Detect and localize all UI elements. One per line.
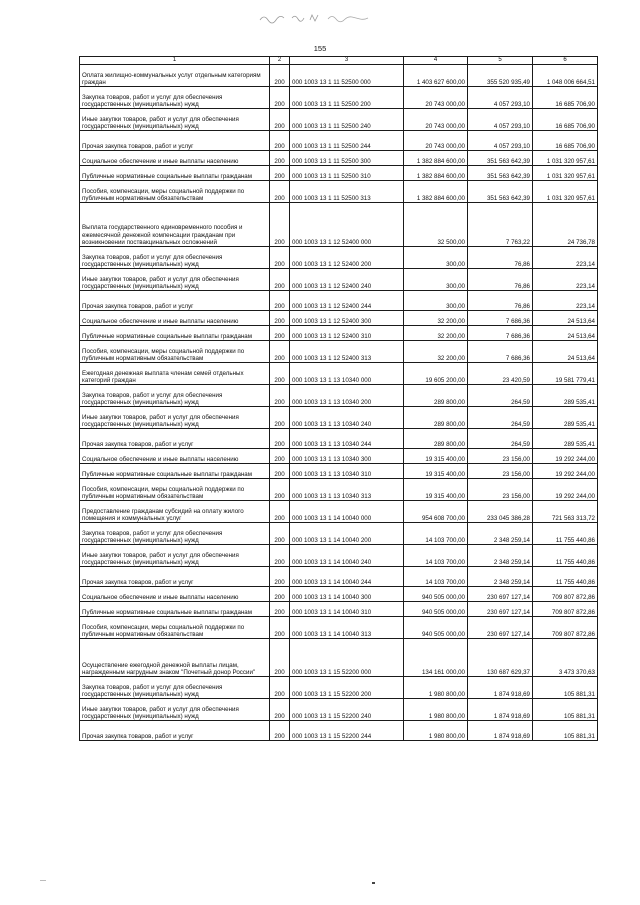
row-line-code-cell: 200 — [270, 407, 290, 429]
row-approved-amount-cell: 20 743 000,00 — [404, 87, 468, 109]
row-line-code-cell: 200 — [270, 166, 290, 181]
row-unexecuted-amount-cell: 223,14 — [533, 247, 598, 269]
row-unexecuted-amount-cell: 105 881,31 — [533, 699, 598, 721]
row-line-code-cell: 200 — [270, 523, 290, 545]
row-name-cell: Социальное обеспечение и иные выплаты населению — [80, 587, 270, 602]
row-approved-amount-cell: 1 403 627 600,00 — [404, 65, 468, 87]
row-line-code-cell: 200 — [270, 181, 290, 203]
table-row — [80, 363, 598, 385]
column-number: 4 — [404, 57, 468, 65]
column-number: 5 — [468, 57, 533, 65]
row-budget-code-cell: 000 1003 13 1 12 52400 300 — [290, 311, 404, 326]
table-row — [80, 269, 598, 291]
row-name-cell: Закупка товаров, работ и услуг для обеспечения государственных (муниципальных) нужд — [80, 677, 270, 699]
row-executed-amount-cell: 7 686,36 — [468, 341, 533, 363]
row-executed-amount-cell: 230 697 127,14 — [468, 602, 533, 617]
row-budget-code-cell: 000 1003 13 1 11 52500 300 — [290, 151, 404, 166]
row-executed-amount-cell: 2 348 259,14 — [468, 523, 533, 545]
row-executed-amount-cell: 230 697 127,14 — [468, 617, 533, 639]
row-executed-amount-cell: 2 348 259,14 — [468, 545, 533, 567]
row-executed-amount-cell: 7 686,36 — [468, 311, 533, 326]
row-executed-amount-cell: 1 874 918,69 — [468, 699, 533, 721]
row-approved-amount-cell: 940 505 000,00 — [404, 602, 468, 617]
table-row — [80, 602, 598, 617]
row-name-cell: Закупка товаров, работ и услуг для обеспечения государственных (муниципальных) нужд — [80, 247, 270, 269]
row-name-cell: Предоставление гражданам субсидий на оплату жилого помещения и коммунальных услуг — [80, 501, 270, 523]
table-row — [80, 639, 598, 677]
table-row — [80, 385, 598, 407]
row-executed-amount-cell: 76,86 — [468, 291, 533, 311]
row-line-code-cell: 200 — [270, 567, 290, 587]
row-line-code-cell: 200 — [270, 429, 290, 449]
row-line-code-cell: 200 — [270, 247, 290, 269]
row-budget-code-cell: 000 1003 13 1 11 52500 310 — [290, 166, 404, 181]
row-unexecuted-amount-cell: 1 031 320 957,61 — [533, 151, 598, 166]
row-approved-amount-cell: 300,00 — [404, 247, 468, 269]
row-approved-amount-cell: 19 315 400,00 — [404, 464, 468, 479]
row-approved-amount-cell: 289 800,00 — [404, 407, 468, 429]
row-name-cell: Закупка товаров, работ и услуг для обеспечения государственных (муниципальных) нужд — [80, 87, 270, 109]
row-approved-amount-cell: 134 161 000,00 — [404, 639, 468, 677]
row-line-code-cell: 200 — [270, 326, 290, 341]
row-name-cell: Пособия, компенсации, меры социальной поддержки по публичным нормативным обязательствам — [80, 479, 270, 501]
table-row — [80, 449, 598, 464]
row-executed-amount-cell: 351 563 642,39 — [468, 181, 533, 203]
table-row — [80, 464, 598, 479]
table-row — [80, 311, 598, 326]
row-budget-code-cell: 000 1003 13 1 13 10340 313 — [290, 479, 404, 501]
table-row — [80, 65, 598, 87]
scan-dot — [372, 882, 375, 884]
row-line-code-cell: 200 — [270, 545, 290, 567]
table-row — [80, 326, 598, 341]
row-line-code-cell: 200 — [270, 464, 290, 479]
row-budget-code-cell: 000 1003 13 1 14 10040 240 — [290, 545, 404, 567]
row-unexecuted-amount-cell: 709 807 872,86 — [533, 602, 598, 617]
table-row — [80, 407, 598, 429]
row-executed-amount-cell: 1 874 918,69 — [468, 677, 533, 699]
row-executed-amount-cell: 233 045 386,28 — [468, 501, 533, 523]
row-executed-amount-cell: 264,59 — [468, 407, 533, 429]
row-approved-amount-cell: 954 608 700,00 — [404, 501, 468, 523]
row-executed-amount-cell: 351 563 642,39 — [468, 166, 533, 181]
row-approved-amount-cell: 20 743 000,00 — [404, 131, 468, 151]
row-unexecuted-amount-cell: 223,14 — [533, 269, 598, 291]
row-executed-amount-cell: 76,86 — [468, 269, 533, 291]
row-budget-code-cell: 000 1003 13 1 13 10340 200 — [290, 385, 404, 407]
row-unexecuted-amount-cell: 11 755 440,86 — [533, 567, 598, 587]
row-approved-amount-cell: 19 315 400,00 — [404, 479, 468, 501]
row-name-cell: Прочая закупка товаров, работ и услуг — [80, 429, 270, 449]
row-approved-amount-cell: 32 200,00 — [404, 326, 468, 341]
row-unexecuted-amount-cell: 721 563 313,72 — [533, 501, 598, 523]
row-line-code-cell: 200 — [270, 479, 290, 501]
row-executed-amount-cell: 23 156,00 — [468, 479, 533, 501]
column-number: 3 — [290, 57, 404, 65]
row-budget-code-cell: 000 1003 13 1 13 10340 000 — [290, 363, 404, 385]
row-unexecuted-amount-cell: 11 755 440,86 — [533, 523, 598, 545]
row-budget-code-cell: 000 1003 13 1 12 52400 313 — [290, 341, 404, 363]
row-approved-amount-cell: 1 980 800,00 — [404, 721, 468, 741]
header-scribble — [258, 8, 378, 28]
row-name-cell: Закупка товаров, работ и услуг для обеспечения государственных (муниципальных) нужд — [80, 523, 270, 545]
row-executed-amount-cell: 23 420,59 — [468, 363, 533, 385]
table-row — [80, 677, 598, 699]
row-line-code-cell: 200 — [270, 151, 290, 166]
row-name-cell: Пособия, компенсации, меры социальной поддержки по публичным нормативным обязательствам — [80, 617, 270, 639]
row-approved-amount-cell: 14 103 700,00 — [404, 523, 468, 545]
row-budget-code-cell: 000 1003 13 1 13 10340 300 — [290, 449, 404, 464]
row-approved-amount-cell: 1 980 800,00 — [404, 677, 468, 699]
row-executed-amount-cell: 4 057 293,10 — [468, 87, 533, 109]
row-unexecuted-amount-cell: 709 807 872,86 — [533, 617, 598, 639]
row-unexecuted-amount-cell: 24 736,78 — [533, 203, 598, 247]
row-budget-code-cell: 000 1003 13 1 11 52500 240 — [290, 109, 404, 131]
row-unexecuted-amount-cell: 1 048 006 664,51 — [533, 65, 598, 87]
row-unexecuted-amount-cell: 19 292 244,00 — [533, 449, 598, 464]
table-row — [80, 203, 598, 247]
row-unexecuted-amount-cell: 24 513,64 — [533, 311, 598, 326]
table-row — [80, 131, 598, 151]
row-name-cell: Иные закупки товаров, работ и услуг для обеспечения государственных (муниципальных) нужд — [80, 109, 270, 131]
row-name-cell: Прочая закупка товаров, работ и услуг — [80, 721, 270, 741]
column-number-row — [80, 57, 598, 65]
table-row — [80, 501, 598, 523]
row-unexecuted-amount-cell: 24 513,64 — [533, 341, 598, 363]
row-approved-amount-cell: 14 103 700,00 — [404, 545, 468, 567]
row-unexecuted-amount-cell: 24 513,64 — [533, 326, 598, 341]
row-budget-code-cell: 000 1003 13 1 11 52500 200 — [290, 87, 404, 109]
row-approved-amount-cell: 1 980 800,00 — [404, 699, 468, 721]
row-unexecuted-amount-cell: 223,14 — [533, 291, 598, 311]
row-approved-amount-cell: 300,00 — [404, 269, 468, 291]
table-row — [80, 151, 598, 166]
row-line-code-cell: 200 — [270, 203, 290, 247]
row-name-cell: Ежегодная денежная выплата членам семей отдельных категорий граждан — [80, 363, 270, 385]
table-row — [80, 721, 598, 741]
row-line-code-cell: 200 — [270, 699, 290, 721]
row-name-cell: Иные закупки товаров, работ и услуг для обеспечения государственных (муниципальных) нужд — [80, 699, 270, 721]
column-number: 2 — [270, 57, 290, 65]
row-approved-amount-cell: 32 500,00 — [404, 203, 468, 247]
row-budget-code-cell: 000 1003 13 1 11 52500 244 — [290, 131, 404, 151]
row-budget-code-cell: 000 1003 13 1 12 52400 000 — [290, 203, 404, 247]
table-row — [80, 567, 598, 587]
column-number: 1 — [80, 57, 270, 65]
row-budget-code-cell: 000 1003 13 1 11 52500 313 — [290, 181, 404, 203]
row-executed-amount-cell: 76,86 — [468, 247, 533, 269]
row-executed-amount-cell: 7 686,36 — [468, 326, 533, 341]
row-name-cell: Пособия, компенсации, меры социальной поддержки по публичным нормативным обязательствам — [80, 341, 270, 363]
row-budget-code-cell: 000 1003 13 1 12 52400 310 — [290, 326, 404, 341]
row-approved-amount-cell: 300,00 — [404, 291, 468, 311]
table-row — [80, 699, 598, 721]
row-budget-code-cell: 000 1003 13 1 13 10340 310 — [290, 464, 404, 479]
row-name-cell: Публичные нормативные социальные выплаты гражданам — [80, 602, 270, 617]
row-name-cell: Прочая закупка товаров, работ и услуг — [80, 567, 270, 587]
row-name-cell: Выплата государственного единовременного пособия и ежемесячной денежной компенсации гражданам при возникновении поствакцинальных осложнений — [80, 203, 270, 247]
row-approved-amount-cell: 289 800,00 — [404, 385, 468, 407]
row-approved-amount-cell: 1 382 884 600,00 — [404, 166, 468, 181]
row-name-cell: Иные закупки товаров, работ и услуг для обеспечения государственных (муниципальных) нужд — [80, 407, 270, 429]
row-budget-code-cell: 000 1003 13 1 15 52200 244 — [290, 721, 404, 741]
row-budget-code-cell: 000 1003 13 1 11 52500 000 — [290, 65, 404, 87]
row-name-cell: Оплата жилищно-коммунальных услуг отдельным категориям граждан — [80, 65, 270, 87]
row-line-code-cell: 200 — [270, 291, 290, 311]
row-budget-code-cell: 000 1003 13 1 12 52400 200 — [290, 247, 404, 269]
row-line-code-cell: 200 — [270, 617, 290, 639]
row-line-code-cell: 200 — [270, 131, 290, 151]
row-executed-amount-cell: 7 763,22 — [468, 203, 533, 247]
row-line-code-cell: 200 — [270, 501, 290, 523]
page-number: 155 — [313, 44, 327, 53]
row-name-cell: Иные закупки товаров, работ и услуг для обеспечения государственных (муниципальных) нужд — [80, 545, 270, 567]
row-executed-amount-cell: 23 156,00 — [468, 449, 533, 464]
row-unexecuted-amount-cell: 289 535,41 — [533, 385, 598, 407]
row-name-cell: Закупка товаров, работ и услуг для обеспечения государственных (муниципальных) нужд — [80, 385, 270, 407]
row-approved-amount-cell: 289 800,00 — [404, 429, 468, 449]
budget-execution-table — [79, 56, 598, 741]
row-approved-amount-cell: 940 505 000,00 — [404, 617, 468, 639]
table-row — [80, 247, 598, 269]
row-executed-amount-cell: 2 348 259,14 — [468, 567, 533, 587]
row-budget-code-cell: 000 1003 13 1 14 10040 310 — [290, 602, 404, 617]
row-line-code-cell: 200 — [270, 602, 290, 617]
row-unexecuted-amount-cell: 3 473 370,63 — [533, 639, 598, 677]
row-approved-amount-cell: 19 315 400,00 — [404, 449, 468, 464]
row-line-code-cell: 200 — [270, 639, 290, 677]
row-approved-amount-cell: 14 103 700,00 — [404, 567, 468, 587]
row-line-code-cell: 200 — [270, 587, 290, 602]
row-name-cell: Социальное обеспечение и иные выплаты населению — [80, 311, 270, 326]
row-name-cell: Социальное обеспечение и иные выплаты населению — [80, 151, 270, 166]
row-budget-code-cell: 000 1003 13 1 15 52200 000 — [290, 639, 404, 677]
table-row — [80, 341, 598, 363]
row-executed-amount-cell: 230 697 127,14 — [468, 587, 533, 602]
row-name-cell: Осуществление ежегодной денежной выплаты лицам, награжденным нагрудным знаком "Почетный донор России" — [80, 639, 270, 677]
row-unexecuted-amount-cell: 16 685 706,90 — [533, 87, 598, 109]
row-executed-amount-cell: 351 563 642,39 — [468, 151, 533, 166]
row-line-code-cell: 200 — [270, 677, 290, 699]
row-line-code-cell: 200 — [270, 269, 290, 291]
row-budget-code-cell: 000 1003 13 1 14 10040 244 — [290, 567, 404, 587]
table-body — [80, 57, 598, 741]
row-approved-amount-cell: 32 200,00 — [404, 311, 468, 326]
row-budget-code-cell: 000 1003 13 1 13 10340 240 — [290, 407, 404, 429]
table-row — [80, 523, 598, 545]
row-name-cell: Прочая закупка товаров, работ и услуг — [80, 291, 270, 311]
row-unexecuted-amount-cell: 19 581 779,41 — [533, 363, 598, 385]
row-name-cell: Публичные нормативные социальные выплаты гражданам — [80, 326, 270, 341]
row-approved-amount-cell: 1 382 884 600,00 — [404, 181, 468, 203]
table-row — [80, 545, 598, 567]
row-executed-amount-cell: 130 687 629,37 — [468, 639, 533, 677]
row-executed-amount-cell: 264,59 — [468, 385, 533, 407]
table-row — [80, 429, 598, 449]
row-unexecuted-amount-cell: 105 881,31 — [533, 721, 598, 741]
row-approved-amount-cell: 940 505 000,00 — [404, 587, 468, 602]
row-budget-code-cell: 000 1003 13 1 14 10040 313 — [290, 617, 404, 639]
row-name-cell: Пособия, компенсации, меры социальной поддержки по публичным нормативным обязательствам — [80, 181, 270, 203]
table-row — [80, 87, 598, 109]
row-line-code-cell: 200 — [270, 363, 290, 385]
row-budget-code-cell: 000 1003 13 1 12 52400 244 — [290, 291, 404, 311]
row-name-cell: Иные закупки товаров, работ и услуг для обеспечения государственных (муниципальных) нужд — [80, 269, 270, 291]
row-unexecuted-amount-cell: 19 292 244,00 — [533, 464, 598, 479]
row-budget-code-cell: 000 1003 13 1 14 10040 300 — [290, 587, 404, 602]
row-unexecuted-amount-cell: 16 685 706,90 — [533, 131, 598, 151]
row-line-code-cell: 200 — [270, 721, 290, 741]
row-approved-amount-cell: 32 200,00 — [404, 341, 468, 363]
row-budget-code-cell: 000 1003 13 1 12 52400 240 — [290, 269, 404, 291]
row-executed-amount-cell: 1 874 918,69 — [468, 721, 533, 741]
row-unexecuted-amount-cell: 16 685 706,90 — [533, 109, 598, 131]
row-unexecuted-amount-cell: 19 292 244,00 — [533, 479, 598, 501]
row-unexecuted-amount-cell: 11 755 440,86 — [533, 545, 598, 567]
row-budget-code-cell: 000 1003 13 1 14 10040 000 — [290, 501, 404, 523]
row-line-code-cell: 200 — [270, 87, 290, 109]
row-budget-code-cell: 000 1003 13 1 15 52200 200 — [290, 677, 404, 699]
row-unexecuted-amount-cell: 289 535,41 — [533, 429, 598, 449]
row-approved-amount-cell: 19 605 200,00 — [404, 363, 468, 385]
row-line-code-cell: 200 — [270, 311, 290, 326]
row-line-code-cell: 200 — [270, 341, 290, 363]
row-executed-amount-cell: 264,59 — [468, 429, 533, 449]
row-line-code-cell: 200 — [270, 65, 290, 87]
table-row — [80, 479, 598, 501]
table-row — [80, 291, 598, 311]
table-row — [80, 617, 598, 639]
row-line-code-cell: 200 — [270, 109, 290, 131]
row-budget-code-cell: 000 1003 13 1 15 52200 240 — [290, 699, 404, 721]
scan-edge-mark — [40, 880, 46, 881]
row-unexecuted-amount-cell: 1 031 320 957,61 — [533, 166, 598, 181]
row-executed-amount-cell: 23 156,00 — [468, 464, 533, 479]
row-unexecuted-amount-cell: 289 535,41 — [533, 407, 598, 429]
row-approved-amount-cell: 20 743 000,00 — [404, 109, 468, 131]
table-row — [80, 587, 598, 602]
row-executed-amount-cell: 4 057 293,10 — [468, 131, 533, 151]
row-name-cell: Прочая закупка товаров, работ и услуг — [80, 131, 270, 151]
row-name-cell: Публичные нормативные социальные выплаты гражданам — [80, 464, 270, 479]
table-row — [80, 166, 598, 181]
table-row — [80, 181, 598, 203]
row-budget-code-cell: 000 1003 13 1 13 10340 244 — [290, 429, 404, 449]
row-name-cell: Публичные нормативные социальные выплаты гражданам — [80, 166, 270, 181]
row-unexecuted-amount-cell: 1 031 320 957,61 — [533, 181, 598, 203]
row-unexecuted-amount-cell: 709 807 872,86 — [533, 587, 598, 602]
row-budget-code-cell: 000 1003 13 1 14 10040 200 — [290, 523, 404, 545]
row-executed-amount-cell: 355 520 935,49 — [468, 65, 533, 87]
row-unexecuted-amount-cell: 105 881,31 — [533, 677, 598, 699]
table-row — [80, 109, 598, 131]
row-line-code-cell: 200 — [270, 449, 290, 464]
row-name-cell: Социальное обеспечение и иные выплаты населению — [80, 449, 270, 464]
column-number: 6 — [533, 57, 598, 65]
row-executed-amount-cell: 4 057 293,10 — [468, 109, 533, 131]
row-line-code-cell: 200 — [270, 385, 290, 407]
row-approved-amount-cell: 1 382 884 600,00 — [404, 151, 468, 166]
